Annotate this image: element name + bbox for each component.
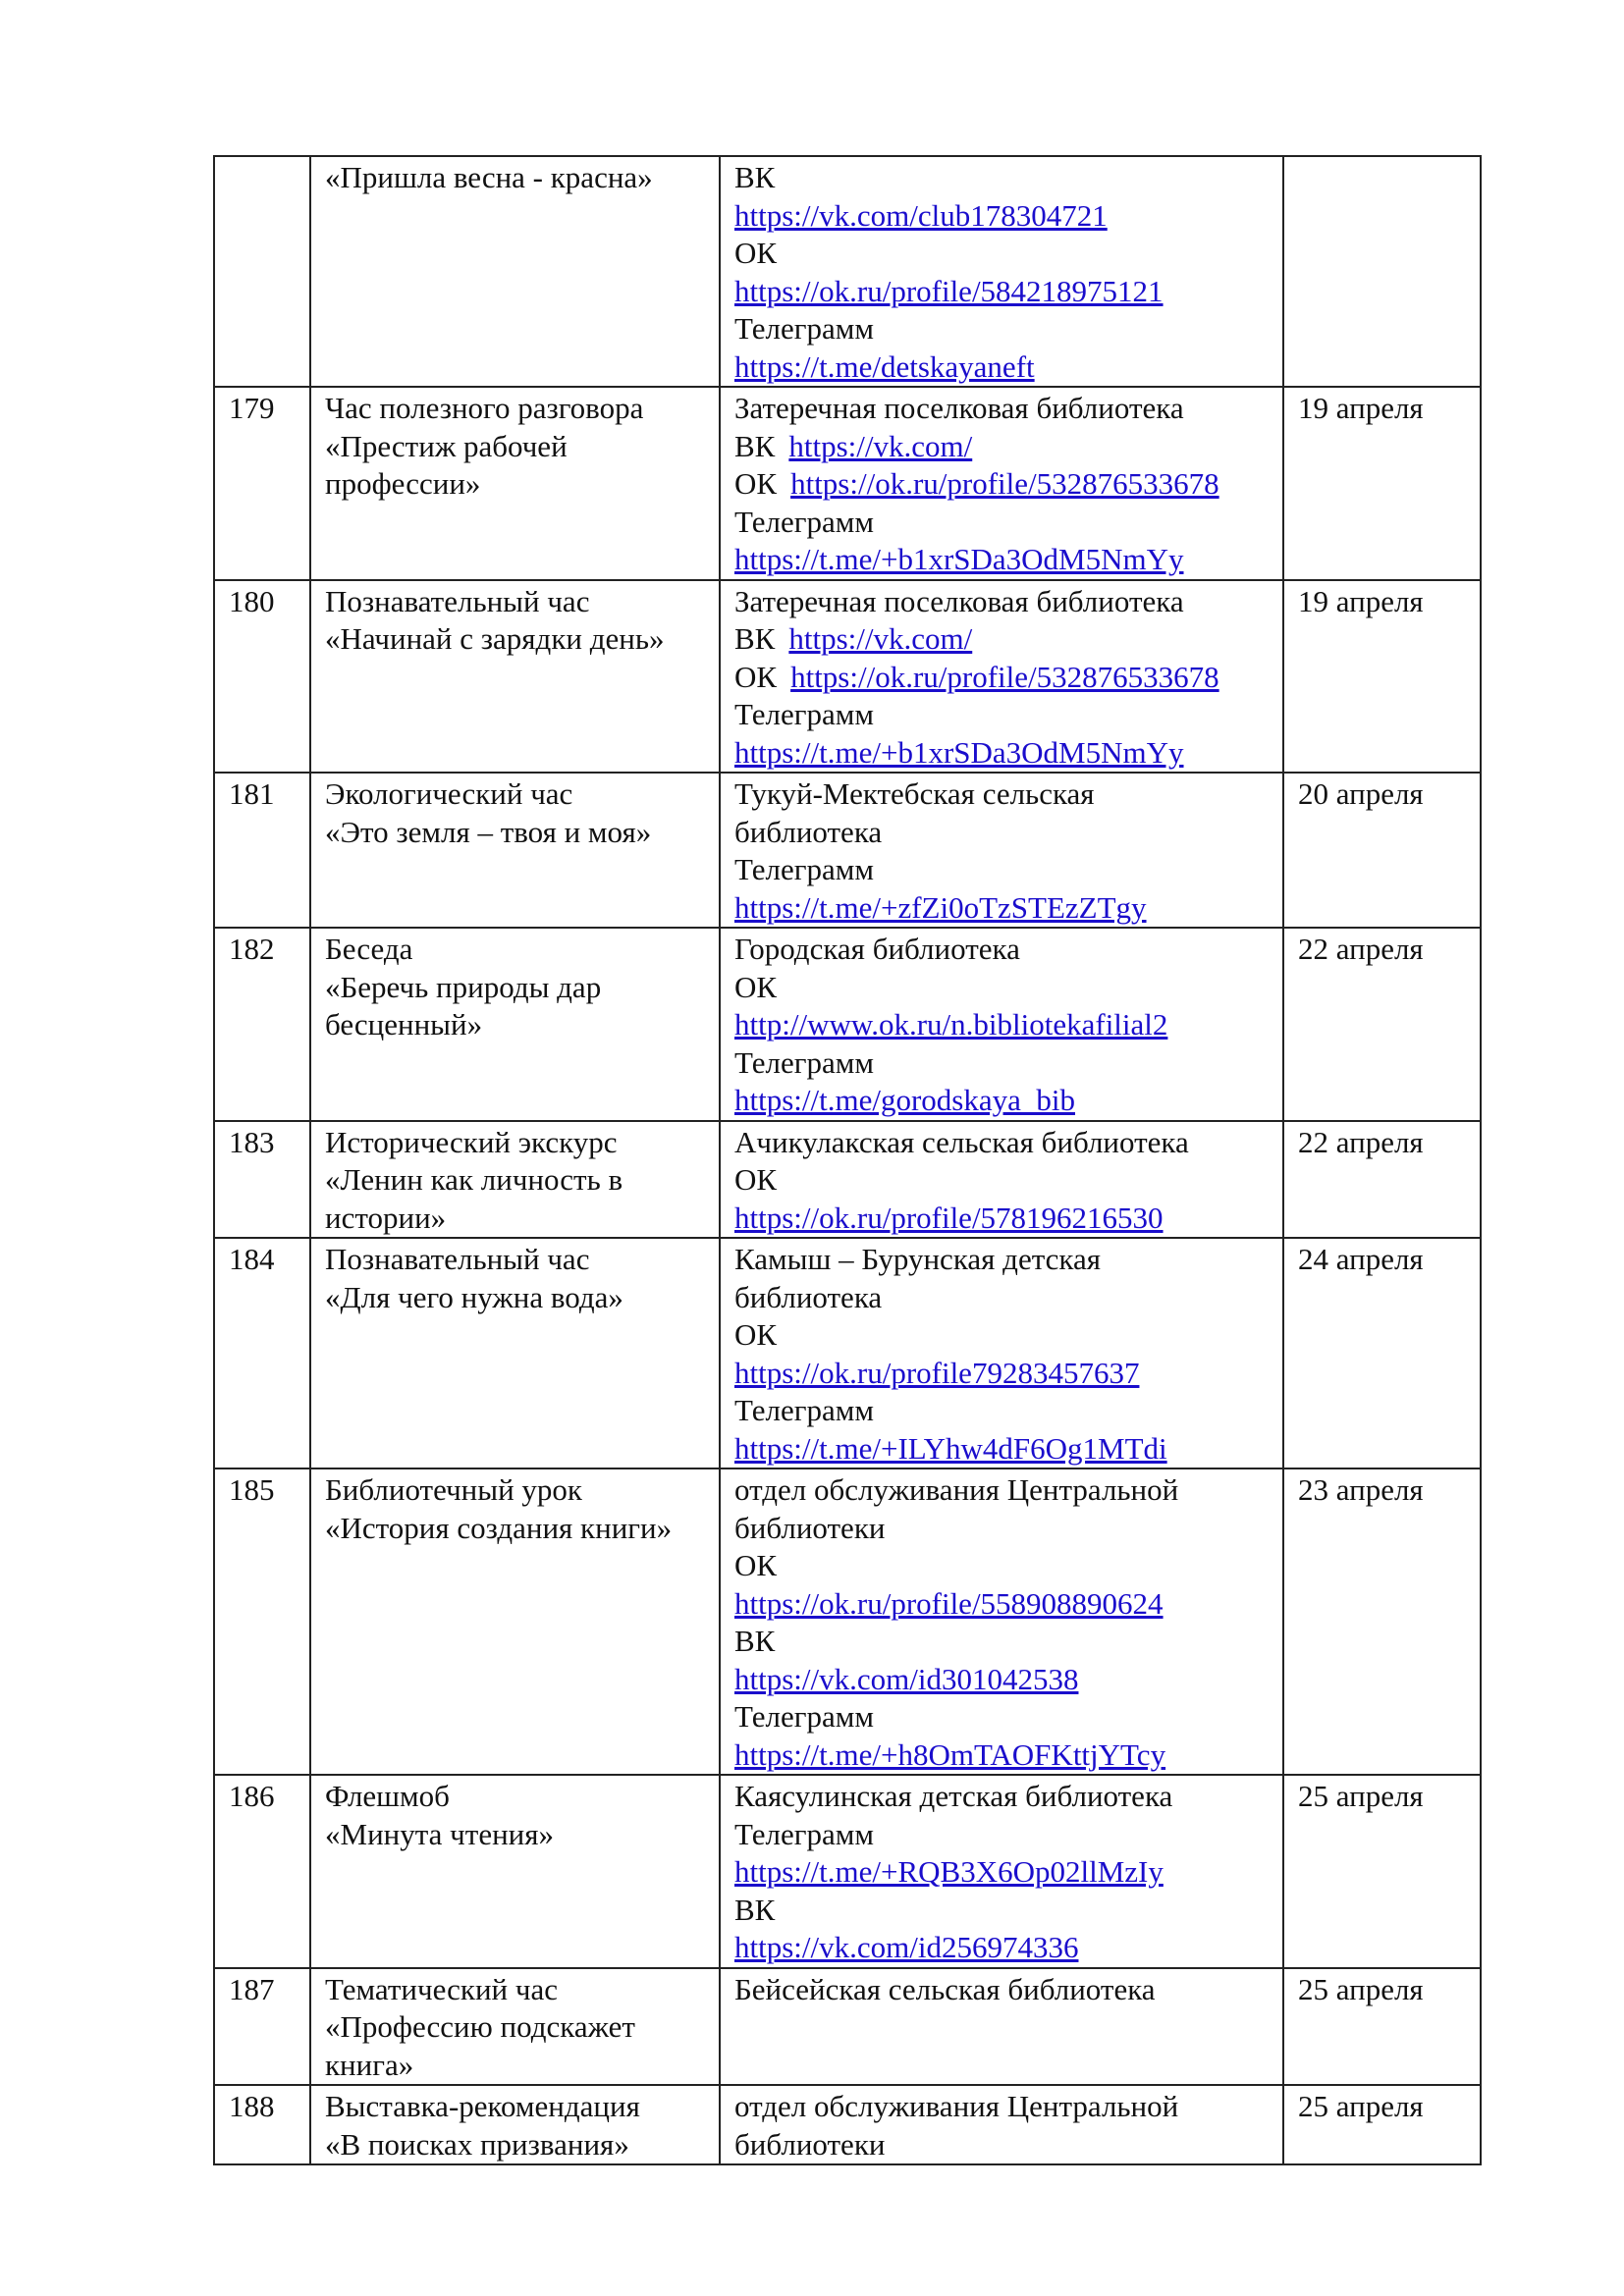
event-text-line: Беседа bbox=[325, 932, 413, 966]
venue-cell bbox=[720, 387, 1283, 580]
venue-line bbox=[734, 1816, 1272, 1854]
venue-line bbox=[734, 541, 1272, 579]
social-link[interactable]: http://www.ok.ru/n.bibliotekafilial2 bbox=[734, 1007, 1168, 1041]
event-text-line: Исторический экскурс bbox=[325, 1124, 618, 1159]
table-row bbox=[214, 580, 1481, 774]
table-row bbox=[214, 1468, 1481, 1775]
event-cell bbox=[310, 1468, 720, 1775]
venue-text: Ачикулакская сельская библиотека bbox=[734, 1124, 1189, 1159]
venue-line bbox=[734, 851, 1272, 889]
event-cell bbox=[310, 156, 720, 387]
venue-text: Телеграмм bbox=[734, 1816, 874, 1851]
venue-cell bbox=[720, 1468, 1283, 1775]
venue-line bbox=[734, 1279, 1272, 1317]
social-link[interactable]: https://ok.ru/profile/532876533678 bbox=[790, 466, 1219, 501]
events-table bbox=[213, 155, 1482, 2165]
social-link[interactable]: https://t.me/+RQB3X6Op02llMzIy bbox=[734, 1854, 1164, 1889]
venue-text: Затеречная поселковая библиотека bbox=[734, 583, 1184, 618]
venue-line bbox=[734, 159, 1272, 197]
event-cell bbox=[310, 928, 720, 1121]
venue-line bbox=[734, 1736, 1272, 1775]
event-text-line: «Начинай с зарядки день» bbox=[325, 621, 665, 656]
row-number-cell bbox=[214, 1238, 310, 1468]
venue-line bbox=[734, 1161, 1272, 1200]
event-date: 25 апреля bbox=[1298, 1971, 1424, 2006]
event-text-line: «В поисках призвания» bbox=[325, 2126, 629, 2162]
event-cell bbox=[310, 773, 720, 928]
event-text-line: Познавательный час bbox=[325, 583, 590, 618]
row-number: 186 bbox=[229, 1779, 275, 1813]
venue-line bbox=[734, 583, 1272, 621]
row-number-cell bbox=[214, 387, 310, 580]
venue-line bbox=[734, 1471, 1272, 1510]
event-cell bbox=[310, 580, 720, 774]
table-row bbox=[214, 1968, 1481, 2086]
event-date: 19 апреля bbox=[1298, 583, 1424, 618]
event-cell bbox=[310, 1238, 720, 1468]
row-number: 182 bbox=[229, 932, 275, 966]
venue-text: Телеграмм bbox=[734, 852, 874, 886]
venue-text: Каясулинская детская библиотека bbox=[734, 1779, 1173, 1813]
venue-text: Телеграмм bbox=[734, 1393, 874, 1427]
date-cell bbox=[1283, 1121, 1481, 1239]
event-text-line: Тематический час bbox=[325, 1971, 558, 2006]
venue-text: библиотеки bbox=[734, 1510, 886, 1545]
venue-line bbox=[734, 2088, 1272, 2126]
table-row bbox=[214, 156, 1481, 387]
venue-line bbox=[734, 1547, 1272, 1585]
date-cell bbox=[1283, 773, 1481, 928]
date-cell bbox=[1283, 1968, 1481, 2086]
venue-text: Телеграмм bbox=[734, 697, 874, 731]
event-text-line: «Для чего нужна вода» bbox=[325, 1279, 623, 1314]
social-link[interactable]: https://t.me/+b1xrSDa3OdM5NmYy bbox=[734, 542, 1184, 576]
venue-line bbox=[734, 1316, 1272, 1355]
row-number-cell bbox=[214, 1121, 310, 1239]
row-number: 179 bbox=[229, 391, 275, 425]
venue-text: ВК bbox=[734, 160, 776, 194]
row-number-cell bbox=[214, 580, 310, 774]
table-row bbox=[214, 387, 1481, 580]
social-network-label: ВК bbox=[734, 428, 776, 463]
event-text-line: Экологический час bbox=[325, 776, 573, 811]
venue-line bbox=[734, 273, 1272, 311]
event-text-line: «История создания книги» bbox=[325, 1510, 673, 1545]
row-number: 185 bbox=[229, 1472, 275, 1507]
venue-text: Затеречная поселковая библиотека bbox=[734, 391, 1184, 425]
venue-line bbox=[734, 1241, 1272, 1279]
venue-text: библиотека bbox=[734, 1279, 883, 1314]
event-text-line: Час полезного разговора bbox=[325, 391, 644, 425]
venue-text: ВК bbox=[734, 1624, 776, 1658]
row-number: 181 bbox=[229, 776, 275, 811]
social-link[interactable]: https://vk.com/id256974336 bbox=[734, 1930, 1079, 1964]
event-date: 25 апреля bbox=[1298, 1779, 1424, 1813]
event-text-line: «Престиж рабочей bbox=[325, 428, 568, 463]
social-link[interactable]: https://t.me/detskayaneft bbox=[734, 348, 1035, 384]
venue-line bbox=[734, 348, 1272, 387]
table-row bbox=[214, 1775, 1481, 1968]
event-text-line: «Пришла весна - красна» bbox=[325, 160, 653, 194]
date-cell bbox=[1283, 387, 1481, 580]
venue-line bbox=[734, 310, 1272, 348]
social-link[interactable]: https://vk.com/ bbox=[788, 621, 973, 656]
event-text-line: бесценный» bbox=[325, 1007, 483, 1041]
venue-line bbox=[734, 1044, 1272, 1083]
venue-text: ОК bbox=[734, 236, 778, 270]
venue-line bbox=[734, 1892, 1272, 1930]
venue-cell bbox=[720, 1238, 1283, 1468]
event-text-line: «Профессию подскажет bbox=[325, 2009, 635, 2044]
venue-line bbox=[734, 1661, 1272, 1699]
social-link[interactable]: https://vk.com/id301042538 bbox=[734, 1661, 1079, 1696]
venue-text: ОК bbox=[734, 969, 778, 1004]
row-number-cell bbox=[214, 1468, 310, 1775]
venue-line bbox=[734, 1006, 1272, 1044]
venue-line bbox=[734, 1200, 1272, 1238]
date-cell bbox=[1283, 2085, 1481, 2164]
row-number-cell bbox=[214, 928, 310, 1121]
venue-line bbox=[734, 1124, 1272, 1162]
venue-text: библиотеки bbox=[734, 2126, 886, 2162]
venue-text: библиотека bbox=[734, 814, 883, 849]
event-cell bbox=[310, 2085, 720, 2164]
social-link[interactable]: https://t.me/+ILYhw4dF6Og1MTdi bbox=[734, 1430, 1167, 1466]
social-link[interactable]: https://t.me/+zfZi0oTzSTEzZTgy bbox=[734, 889, 1147, 925]
event-text-line: Выставка-рекомендация bbox=[325, 2089, 640, 2123]
social-link[interactable]: https://t.me/gorodskaya_bib bbox=[734, 1083, 1075, 1117]
row-number: 188 bbox=[229, 2089, 275, 2123]
social-link[interactable]: https://t.me/+h8OmTAOFKttjYTcy bbox=[734, 1736, 1166, 1772]
venue-line bbox=[734, 504, 1272, 542]
social-link[interactable]: https://ok.ru/profile/584218975121 bbox=[734, 273, 1164, 308]
venue-line bbox=[734, 889, 1272, 928]
venue-text: ВК bbox=[734, 1892, 776, 1927]
venue-text: отдел обслуживания Центральной bbox=[734, 1472, 1179, 1507]
row-number-cell bbox=[214, 1968, 310, 2086]
event-text-line: Познавательный час bbox=[325, 1242, 590, 1276]
row-number: 184 bbox=[229, 1242, 275, 1276]
event-date: 22 апреля bbox=[1298, 932, 1424, 966]
social-link[interactable]: https://ok.ru/profile/558908890624 bbox=[734, 1585, 1164, 1621]
event-text-line: истории» bbox=[325, 1200, 447, 1235]
social-network-label: ВК bbox=[734, 621, 776, 656]
table-row bbox=[214, 773, 1481, 928]
table-row bbox=[214, 1238, 1481, 1468]
venue-line bbox=[734, 969, 1272, 1007]
venue-text: Городская библиотека bbox=[734, 932, 1020, 966]
event-date: 24 апреля bbox=[1298, 1242, 1424, 1276]
table-row bbox=[214, 2085, 1481, 2164]
venue-line bbox=[734, 1430, 1272, 1468]
row-number-cell bbox=[214, 773, 310, 928]
venue-line bbox=[734, 620, 1272, 659]
event-date: 20 апреля bbox=[1298, 776, 1424, 811]
venue-line bbox=[734, 1929, 1272, 1967]
venue-line bbox=[734, 1585, 1272, 1624]
venue-line bbox=[734, 659, 1272, 697]
event-text-line: Библиотечный урок bbox=[325, 1472, 582, 1507]
events-table-body bbox=[214, 156, 1481, 2164]
venue-text: отдел обслуживания Центральной bbox=[734, 2089, 1179, 2123]
event-text-line: «Ленин как личность в bbox=[325, 1162, 623, 1197]
row-number-cell bbox=[214, 2085, 310, 2164]
table-row bbox=[214, 928, 1481, 1121]
event-date: 23 апреля bbox=[1298, 1472, 1424, 1507]
social-link[interactable]: https://ok.ru/profile/532876533678 bbox=[790, 659, 1219, 694]
venue-cell bbox=[720, 1775, 1283, 1968]
venue-line bbox=[734, 1510, 1272, 1548]
row-number: 180 bbox=[229, 583, 275, 618]
venue-line bbox=[734, 1698, 1272, 1736]
venue-cell bbox=[720, 928, 1283, 1121]
date-cell bbox=[1283, 1238, 1481, 1468]
date-cell bbox=[1283, 1468, 1481, 1775]
venue-text: Телеграмм bbox=[734, 1044, 874, 1080]
venue-cell bbox=[720, 773, 1283, 928]
venue-text: ОК bbox=[734, 1317, 778, 1352]
social-link[interactable]: https://ok.ru/profile79283457637 bbox=[734, 1355, 1140, 1390]
venue-text: Камыш – Бурунская детская bbox=[734, 1242, 1101, 1276]
venue-line bbox=[734, 465, 1272, 504]
venue-cell bbox=[720, 580, 1283, 774]
venue-text: ОК bbox=[734, 1162, 778, 1197]
social-network-label: ОК bbox=[734, 659, 778, 694]
venue-line bbox=[734, 775, 1272, 814]
event-text-line: «Беречь природы дар bbox=[325, 969, 602, 1004]
event-date: 25 апреля bbox=[1298, 2089, 1424, 2123]
venue-line bbox=[734, 1778, 1272, 1816]
social-link[interactable]: https://vk.com/club178304721 bbox=[734, 197, 1108, 233]
event-text-line: Флешмоб bbox=[325, 1779, 450, 1813]
date-cell bbox=[1283, 928, 1481, 1121]
social-link[interactable]: https://ok.ru/profile/578196216530 bbox=[734, 1200, 1164, 1235]
venue-cell bbox=[720, 1968, 1283, 2086]
venue-text: Телеграмм bbox=[734, 1699, 874, 1734]
venue-text: Тукуй-Мектебская сельская bbox=[734, 776, 1095, 811]
venue-line bbox=[734, 1392, 1272, 1430]
event-date: 19 апреля bbox=[1298, 391, 1424, 425]
date-cell bbox=[1283, 156, 1481, 387]
table-row bbox=[214, 1121, 1481, 1239]
social-network-label: ОК bbox=[734, 466, 778, 501]
event-date: 22 апреля bbox=[1298, 1124, 1424, 1159]
row-number-cell bbox=[214, 156, 310, 387]
venue-line bbox=[734, 390, 1272, 428]
venue-line bbox=[734, 197, 1272, 236]
venue-line bbox=[734, 696, 1272, 734]
date-cell bbox=[1283, 580, 1481, 774]
event-cell bbox=[310, 1121, 720, 1239]
event-cell bbox=[310, 1968, 720, 2086]
venue-line bbox=[734, 1355, 1272, 1393]
venue-text: Бейсейская сельская библиотека bbox=[734, 1971, 1156, 2006]
row-number-cell bbox=[214, 1775, 310, 1968]
venue-line bbox=[734, 734, 1272, 773]
event-cell bbox=[310, 1775, 720, 1968]
venue-line bbox=[734, 931, 1272, 969]
event-text-line: профессии» bbox=[325, 466, 481, 501]
venue-line bbox=[734, 1623, 1272, 1661]
venue-line bbox=[734, 814, 1272, 852]
venue-line bbox=[734, 1082, 1272, 1120]
venue-line bbox=[734, 235, 1272, 273]
venue-line bbox=[734, 1853, 1272, 1892]
venue-cell bbox=[720, 1121, 1283, 1239]
venue-text: Телеграмм bbox=[734, 311, 874, 346]
social-link[interactable]: https://t.me/+b1xrSDa3OdM5NmYy bbox=[734, 734, 1184, 770]
venue-cell bbox=[720, 2085, 1283, 2164]
venue-line bbox=[734, 428, 1272, 466]
event-text-line: книга» bbox=[325, 2047, 414, 2082]
event-text-line: «Это земля – твоя и моя» bbox=[325, 814, 652, 849]
row-number: 187 bbox=[229, 1971, 275, 2006]
venue-line bbox=[734, 1971, 1272, 2009]
social-link[interactable]: https://vk.com/ bbox=[788, 428, 973, 463]
event-cell bbox=[310, 387, 720, 580]
venue-line bbox=[734, 2126, 1272, 2164]
venue-text: ОК bbox=[734, 1548, 778, 1582]
venue-text: Телеграмм bbox=[734, 504, 874, 539]
row-number: 183 bbox=[229, 1124, 275, 1159]
event-text-line: «Минута чтения» bbox=[325, 1816, 555, 1851]
venue-cell bbox=[720, 156, 1283, 387]
date-cell bbox=[1283, 1775, 1481, 1968]
